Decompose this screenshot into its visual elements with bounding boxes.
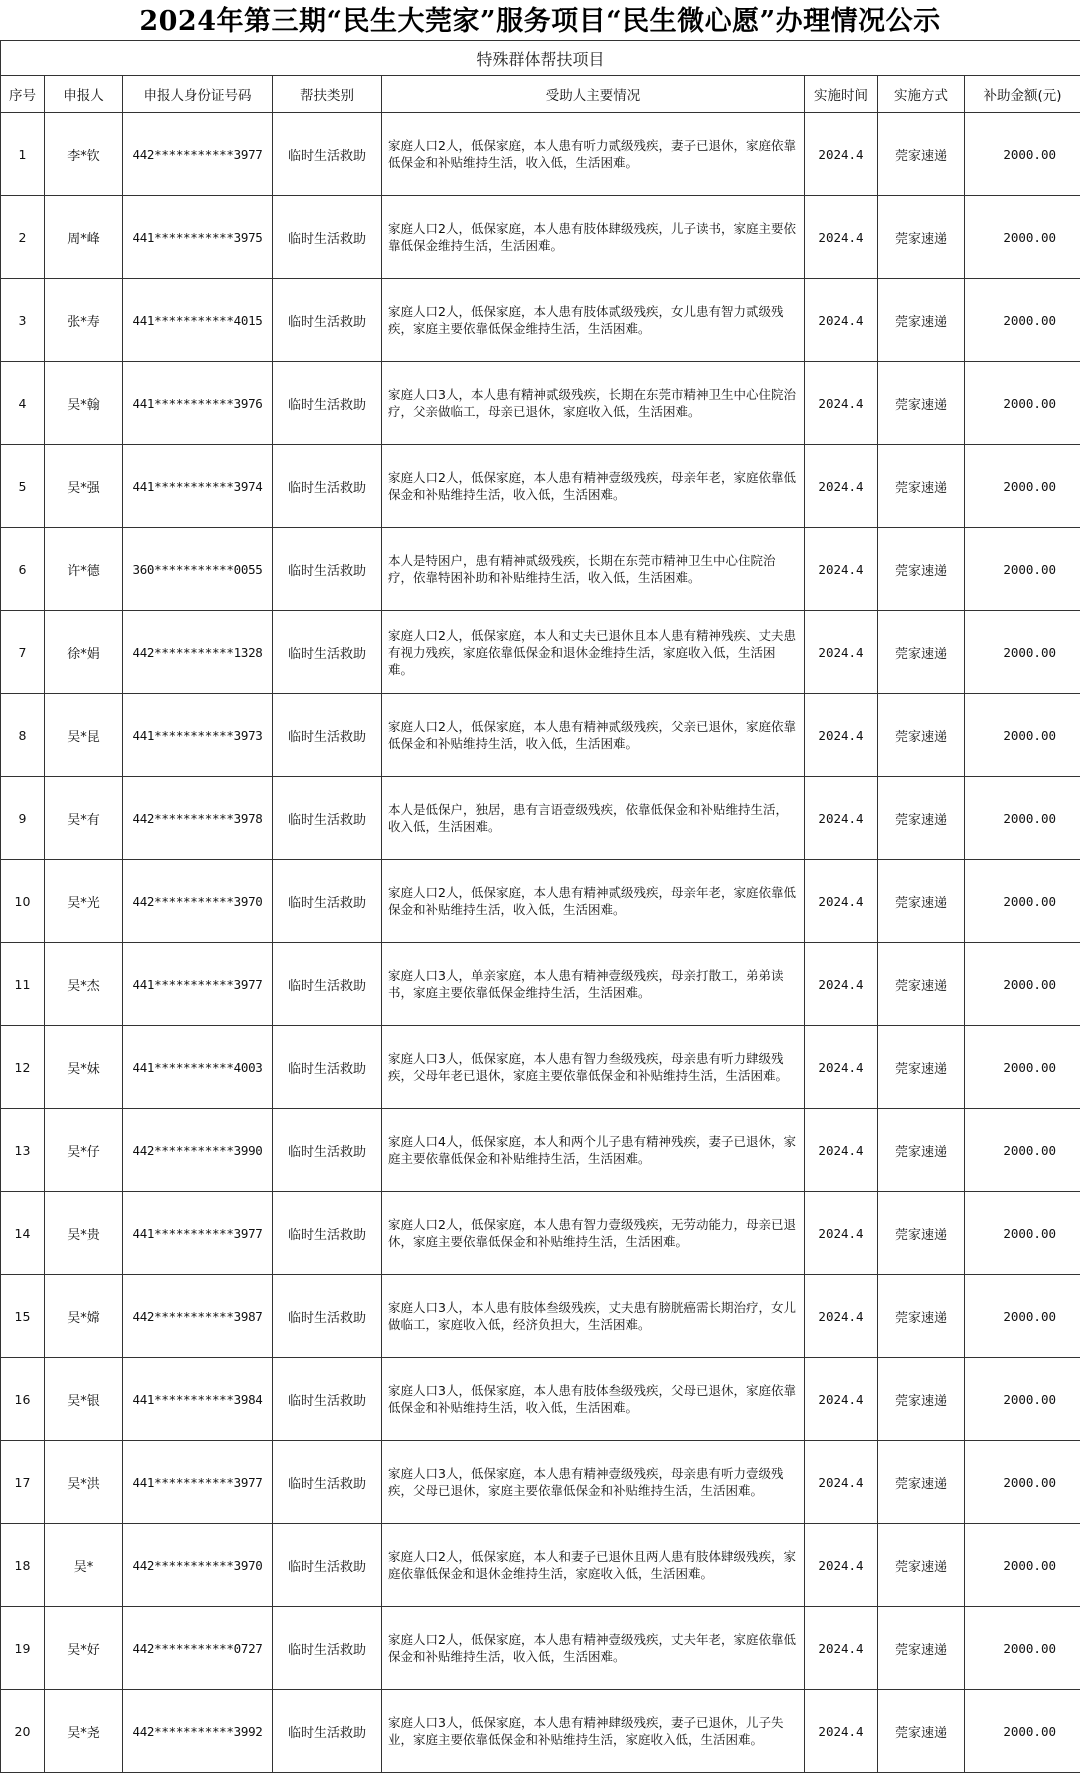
situation-description: 本人是特困户，患有精神贰级残疾，长期在东莞市精神卫生中心住院治疗，依靠特困补助和补贴维持生活，收入低，生活困难。 <box>382 528 805 611</box>
row-number: 8 <box>1 694 45 777</box>
situation-description: 本人是低保户，独居，患有言语壹级残疾，依靠低保金和补贴维持生活，收入低，生活困难。 <box>382 777 805 860</box>
implementation-method: 莞家速递 <box>878 1026 965 1109</box>
subsidy-amount: 2000.00 <box>965 1441 1080 1524</box>
row-number: 17 <box>1 1441 45 1524</box>
header-id-number: 申报人身份证号码 <box>123 76 273 113</box>
assistance-category: 临时生活救助 <box>273 279 382 362</box>
header-situation: 受助人主要情况 <box>382 76 805 113</box>
subsidy-amount: 2000.00 <box>965 611 1080 694</box>
subtitle-row <box>1 41 1080 76</box>
row-number: 13 <box>1 1109 45 1192</box>
id-number: 441***********3977 <box>123 1192 273 1275</box>
implementation-method: 莞家速递 <box>878 1275 965 1358</box>
id-number: 441***********4015 <box>123 279 273 362</box>
id-number: 442***********3970 <box>123 860 273 943</box>
row-number: 14 <box>1 1192 45 1275</box>
subsidy-amount: 2000.00 <box>965 1690 1080 1773</box>
row-number: 11 <box>1 943 45 1026</box>
implementation-time: 2024.4 <box>805 1358 878 1441</box>
implementation-time: 2024.4 <box>805 611 878 694</box>
situation-description: 家庭人口2人，低保家庭，本人患有智力壹级残疾，无劳动能力，母亲已退休，家庭主要依靠低保金和补贴维持生活，生活困难。 <box>382 1192 805 1275</box>
subsidy-amount: 2000.00 <box>965 362 1080 445</box>
assistance-category: 临时生活救助 <box>273 611 382 694</box>
implementation-method: 莞家速递 <box>878 1109 965 1192</box>
applicant-name: 吴*昆 <box>45 694 123 777</box>
id-number: 441***********3977 <box>123 943 273 1026</box>
implementation-time: 2024.4 <box>805 1441 878 1524</box>
situation-description: 家庭人口3人，低保家庭，本人患有精神壹级残疾，母亲患有听力壹级残疾，父母已退休，家庭主要依靠低保金和补贴维持生活，生活困难。 <box>382 1441 805 1524</box>
table-row <box>1 1192 1080 1275</box>
subsidy-amount: 2000.00 <box>965 1607 1080 1690</box>
situation-description: 家庭人口2人，低保家庭，本人和妻子已退休且两人患有肢体肆级残疾，家庭依靠低保金和退休金维持生活，家庭收入低，生活困难。 <box>382 1524 805 1607</box>
table-row <box>1 1358 1080 1441</box>
row-number: 15 <box>1 1275 45 1358</box>
id-number: 441***********3977 <box>123 1441 273 1524</box>
implementation-method: 莞家速递 <box>878 279 965 362</box>
row-number: 20 <box>1 1690 45 1773</box>
implementation-method: 莞家速递 <box>878 1192 965 1275</box>
implementation-method: 莞家速递 <box>878 1524 965 1607</box>
implementation-method: 莞家速递 <box>878 611 965 694</box>
applicant-name: 吴*贵 <box>45 1192 123 1275</box>
situation-description: 家庭人口2人，低保家庭，本人患有听力贰级残疾，妻子已退休，家庭依靠低保金和补贴维持生活，收入低，生活困难。 <box>382 113 805 196</box>
table-row <box>1 196 1080 279</box>
assistance-category: 临时生活救助 <box>273 1109 382 1192</box>
table-row <box>1 279 1080 362</box>
table-row <box>1 445 1080 528</box>
id-number: 442***********3990 <box>123 1109 273 1192</box>
subsidy-amount: 2000.00 <box>965 445 1080 528</box>
implementation-method: 莞家速递 <box>878 1441 965 1524</box>
assistance-category: 临时生活救助 <box>273 943 382 1026</box>
implementation-time: 2024.4 <box>805 445 878 528</box>
situation-description: 家庭人口2人，低保家庭，本人患有精神贰级残疾，母亲年老，家庭依靠低保金和补贴维持生活，收入低，生活困难。 <box>382 860 805 943</box>
header-time: 实施时间 <box>805 76 878 113</box>
header-no: 序号 <box>1 76 45 113</box>
assistance-table <box>0 40 1080 1773</box>
table-row <box>1 1026 1080 1109</box>
id-number: 360***********0055 <box>123 528 273 611</box>
applicant-name: 吴*妹 <box>45 1026 123 1109</box>
subsidy-amount: 2000.00 <box>965 113 1080 196</box>
implementation-time: 2024.4 <box>805 1109 878 1192</box>
table-row <box>1 694 1080 777</box>
applicant-name: 张*寿 <box>45 279 123 362</box>
id-number: 441***********4003 <box>123 1026 273 1109</box>
assistance-category: 临时生活救助 <box>273 1192 382 1275</box>
row-number: 2 <box>1 196 45 279</box>
assistance-category: 临时生活救助 <box>273 1607 382 1690</box>
row-number: 19 <box>1 1607 45 1690</box>
table-row <box>1 777 1080 860</box>
applicant-name: 吴*洪 <box>45 1441 123 1524</box>
id-number: 441***********3975 <box>123 196 273 279</box>
implementation-time: 2024.4 <box>805 1690 878 1773</box>
page-title: 2024年第三期“民生大莞家”服务项目“民生微心愿”办理情况公示 <box>139 6 941 37</box>
row-number: 9 <box>1 777 45 860</box>
table-row <box>1 1441 1080 1524</box>
applicant-name: 许*德 <box>45 528 123 611</box>
assistance-category: 临时生活救助 <box>273 1275 382 1358</box>
implementation-method: 莞家速递 <box>878 196 965 279</box>
id-number: 441***********3974 <box>123 445 273 528</box>
implementation-time: 2024.4 <box>805 1524 878 1607</box>
implementation-method: 莞家速递 <box>878 113 965 196</box>
subsidy-amount: 2000.00 <box>965 1192 1080 1275</box>
row-number: 1 <box>1 113 45 196</box>
implementation-time: 2024.4 <box>805 943 878 1026</box>
applicant-name: 吴*银 <box>45 1358 123 1441</box>
implementation-time: 2024.4 <box>805 528 878 611</box>
row-number: 12 <box>1 1026 45 1109</box>
header-row <box>1 76 1080 113</box>
situation-description: 家庭人口2人，低保家庭，本人和丈夫已退休且本人患有精神残疾、丈夫患有视力残疾，家庭依靠低保金和退休金维持生活，家庭收入低，生活困难。 <box>382 611 805 694</box>
assistance-category: 临时生活救助 <box>273 777 382 860</box>
subsidy-amount: 2000.00 <box>965 1026 1080 1109</box>
id-number: 442***********3978 <box>123 777 273 860</box>
applicant-name: 徐*娟 <box>45 611 123 694</box>
table-row <box>1 1109 1080 1192</box>
table-row <box>1 1607 1080 1690</box>
row-number: 6 <box>1 528 45 611</box>
id-number: 442***********0727 <box>123 1607 273 1690</box>
implementation-time: 2024.4 <box>805 1275 878 1358</box>
id-number: 442***********1328 <box>123 611 273 694</box>
id-number: 442***********3970 <box>123 1524 273 1607</box>
applicant-name: 吴*强 <box>45 445 123 528</box>
assistance-category: 临时生活救助 <box>273 860 382 943</box>
id-number: 442***********3977 <box>123 113 273 196</box>
implementation-time: 2024.4 <box>805 860 878 943</box>
applicant-name: 吴* <box>45 1524 123 1607</box>
implementation-time: 2024.4 <box>805 362 878 445</box>
applicant-name: 李*钦 <box>45 113 123 196</box>
situation-description: 家庭人口3人，低保家庭，本人患有精神肆级残疾，妻子已退休，儿子失业，家庭主要依靠低保金和补贴维持生活，家庭收入低，生活困难。 <box>382 1690 805 1773</box>
assistance-category: 临时生活救助 <box>273 1358 382 1441</box>
subsidy-amount: 2000.00 <box>965 1275 1080 1358</box>
implementation-time: 2024.4 <box>805 777 878 860</box>
subsidy-amount: 2000.00 <box>965 943 1080 1026</box>
implementation-method: 莞家速递 <box>878 1690 965 1773</box>
subsidy-amount: 2000.00 <box>965 777 1080 860</box>
situation-description: 家庭人口2人，低保家庭，本人患有精神贰级残疾，父亲已退休，家庭依靠低保金和补贴维持生活，收入低，生活困难。 <box>382 694 805 777</box>
header-amount: 补助金额(元) <box>965 76 1080 113</box>
assistance-category: 临时生活救助 <box>273 1026 382 1109</box>
subsidy-amount: 2000.00 <box>965 528 1080 611</box>
assistance-category: 临时生活救助 <box>273 1690 382 1773</box>
assistance-category: 临时生活救助 <box>273 1441 382 1524</box>
assistance-category: 临时生活救助 <box>273 694 382 777</box>
id-number: 441***********3984 <box>123 1358 273 1441</box>
id-number: 441***********3976 <box>123 362 273 445</box>
applicant-name: 吴*尧 <box>45 1690 123 1773</box>
situation-description: 家庭人口2人，低保家庭，本人患有肢体肆级残疾，儿子读书，家庭主要依靠低保金维持生活，生活困难。 <box>382 196 805 279</box>
implementation-method: 莞家速递 <box>878 943 965 1026</box>
applicant-name: 吴*杰 <box>45 943 123 1026</box>
subsidy-amount: 2000.00 <box>965 694 1080 777</box>
implementation-time: 2024.4 <box>805 1607 878 1690</box>
row-number: 3 <box>1 279 45 362</box>
situation-description: 家庭人口3人，低保家庭，本人患有智力叁级残疾，母亲患有听力肆级残疾，父母年老已退休，家庭主要依靠低保金和补贴维持生活，生活困难。 <box>382 1026 805 1109</box>
table-row <box>1 1524 1080 1607</box>
table-row <box>1 943 1080 1026</box>
applicant-name: 吴*翰 <box>45 362 123 445</box>
implementation-method: 莞家速递 <box>878 1358 965 1441</box>
subsidy-amount: 2000.00 <box>965 1358 1080 1441</box>
table-subtitle: 特殊群体帮扶项目 <box>1 41 1080 76</box>
subsidy-amount: 2000.00 <box>965 1109 1080 1192</box>
table-row <box>1 611 1080 694</box>
table-row <box>1 362 1080 445</box>
situation-description: 家庭人口3人，本人患有精神贰级残疾，长期在东莞市精神卫生中心住院治疗，父亲做临工，母亲已退休，家庭收入低，生活困难。 <box>382 362 805 445</box>
id-number: 442***********3987 <box>123 1275 273 1358</box>
implementation-method: 莞家速递 <box>878 362 965 445</box>
row-number: 18 <box>1 1524 45 1607</box>
implementation-method: 莞家速递 <box>878 694 965 777</box>
applicant-name: 吴*有 <box>45 777 123 860</box>
assistance-category: 临时生活救助 <box>273 445 382 528</box>
subsidy-amount: 2000.00 <box>965 279 1080 362</box>
applicant-name: 吴*光 <box>45 860 123 943</box>
implementation-method: 莞家速递 <box>878 860 965 943</box>
applicant-name: 周*峰 <box>45 196 123 279</box>
header-category: 帮扶类别 <box>273 76 382 113</box>
implementation-time: 2024.4 <box>805 279 878 362</box>
implementation-time: 2024.4 <box>805 113 878 196</box>
table-row <box>1 113 1080 196</box>
implementation-method: 莞家速递 <box>878 777 965 860</box>
situation-description: 家庭人口2人，低保家庭，本人患有精神壹级残疾，丈夫年老，家庭依靠低保金和补贴维持生活，收入低，生活困难。 <box>382 1607 805 1690</box>
implementation-time: 2024.4 <box>805 694 878 777</box>
applicant-name: 吴*仔 <box>45 1109 123 1192</box>
table-row <box>1 1275 1080 1358</box>
applicant-name: 吴*嫦 <box>45 1275 123 1358</box>
row-number: 10 <box>1 860 45 943</box>
assistance-category: 临时生活救助 <box>273 528 382 611</box>
table-row <box>1 1690 1080 1773</box>
situation-description: 家庭人口4人，低保家庭，本人和两个儿子患有精神残疾，妻子已退休，家庭主要依靠低保金和补贴维持生活，生活困难。 <box>382 1109 805 1192</box>
situation-description: 家庭人口3人，单亲家庭，本人患有精神壹级残疾，母亲打散工，弟弟读书，家庭主要依靠低保金维持生活，生活困难。 <box>382 943 805 1026</box>
situation-description: 家庭人口3人，本人患有肢体叁级残疾，丈夫患有膀胱癌需长期治疗，女儿做临工，家庭收入低，经济负担大，生活困难。 <box>382 1275 805 1358</box>
table-row <box>1 528 1080 611</box>
row-number: 4 <box>1 362 45 445</box>
subsidy-amount: 2000.00 <box>965 196 1080 279</box>
subsidy-amount: 2000.00 <box>965 860 1080 943</box>
assistance-category: 临时生活救助 <box>273 113 382 196</box>
assistance-category: 临时生活救助 <box>273 196 382 279</box>
implementation-method: 莞家速递 <box>878 528 965 611</box>
applicant-name: 吴*好 <box>45 1607 123 1690</box>
implementation-time: 2024.4 <box>805 196 878 279</box>
subsidy-amount: 2000.00 <box>965 1524 1080 1607</box>
implementation-method: 莞家速递 <box>878 445 965 528</box>
assistance-category: 临时生活救助 <box>273 362 382 445</box>
row-number: 7 <box>1 611 45 694</box>
situation-description: 家庭人口2人，低保家庭，本人患有肢体贰级残疾，女儿患有智力贰级残疾，家庭主要依靠低保金维持生活，生活困难。 <box>382 279 805 362</box>
assistance-category: 临时生活救助 <box>273 1524 382 1607</box>
implementation-time: 2024.4 <box>805 1192 878 1275</box>
row-number: 5 <box>1 445 45 528</box>
id-number: 442***********3992 <box>123 1690 273 1773</box>
situation-description: 家庭人口2人，低保家庭，本人患有精神壹级残疾，母亲年老，家庭依靠低保金和补贴维持生活，收入低，生活困难。 <box>382 445 805 528</box>
id-number: 441***********3973 <box>123 694 273 777</box>
table-body <box>1 113 1080 1773</box>
situation-description: 家庭人口3人，低保家庭，本人患有肢体叁级残疾，父母已退休，家庭依靠低保金和补贴维持生活，收入低，生活困难。 <box>382 1358 805 1441</box>
implementation-time: 2024.4 <box>805 1026 878 1109</box>
table-row <box>1 860 1080 943</box>
header-method: 实施方式 <box>878 76 965 113</box>
header-applicant: 申报人 <box>45 76 123 113</box>
implementation-method: 莞家速递 <box>878 1607 965 1690</box>
row-number: 16 <box>1 1358 45 1441</box>
